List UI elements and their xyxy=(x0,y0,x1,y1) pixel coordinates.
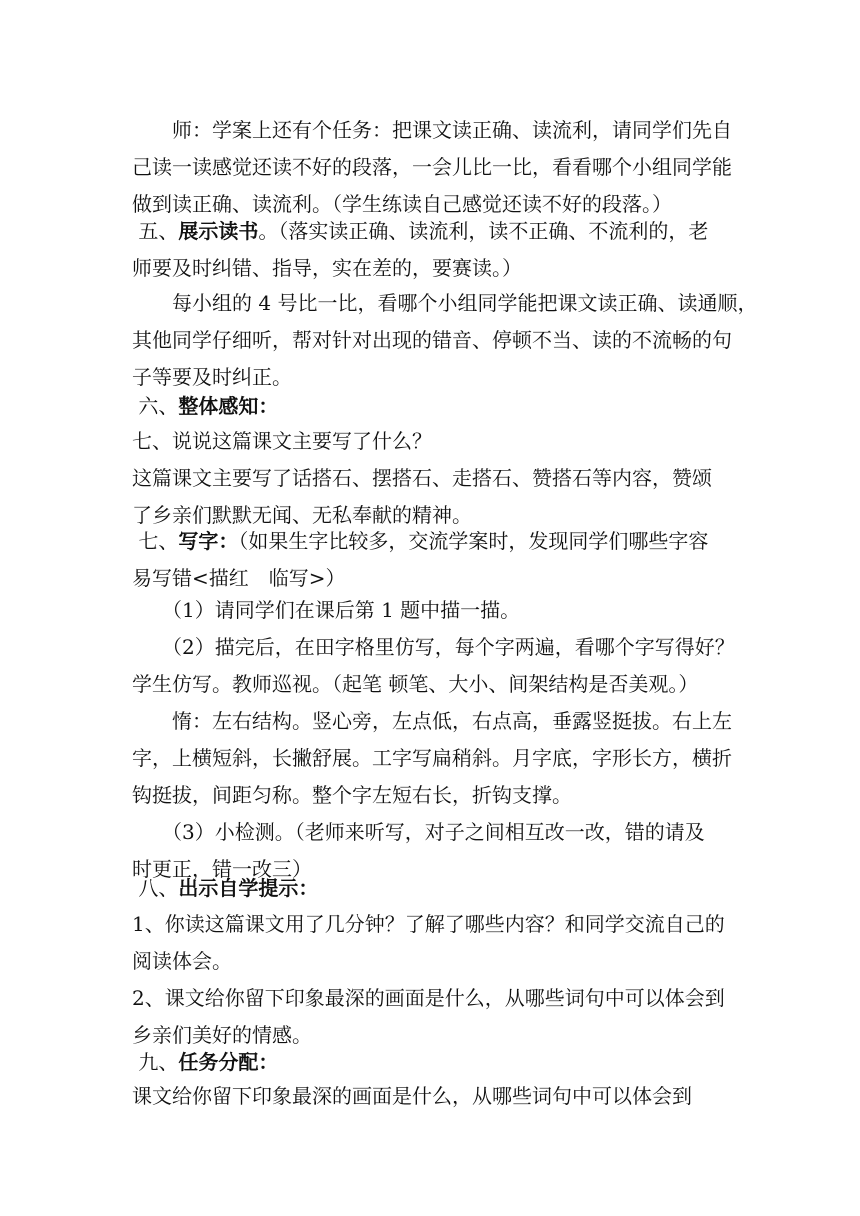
section-heading: 整体感知： xyxy=(178,394,279,418)
text-line: 子等要及时纠正。 xyxy=(132,365,292,389)
text-line: 这篇课文主要写了话搭石、摆搭石、走搭石、赞搭石等内容，赞颂 xyxy=(132,466,712,490)
text-line: （3）小检测。（老师来听写，对子之间相互改一改，错的请及 xyxy=(132,820,705,844)
text-line: 己读一读感觉还读不好的段落，一会儿比一比，看看哪个小组同学能 xyxy=(132,155,732,179)
section-six xyxy=(132,388,732,425)
text-line: 时更正，错一改三） xyxy=(132,857,312,881)
text-line: 师：学案上还有个任务：把课文读正确、读流利，请同学们先自 xyxy=(132,118,732,142)
section-eight xyxy=(132,870,732,907)
text-line: 1、你读这篇课文用了几分钟？了解了哪些内容？和同学交流自己的 xyxy=(132,912,725,936)
text-line: 学生仿写。教师巡视。（起笔 顿笔、大小、间架结构是否美观。） xyxy=(132,672,699,696)
section-heading: 写字： xyxy=(178,529,239,553)
section-number: 八、 xyxy=(138,876,179,900)
text-line: （2）描完后，在田字格里仿写，每个字两遍，看哪个字写得好？ xyxy=(132,635,735,659)
text-line: 师要及时纠错、指导，实在差的，要赛读。） xyxy=(132,256,522,280)
text-line: 2、课文给你留下印象最深的画面是什么，从哪些词句中可以体会到 xyxy=(132,986,725,1010)
paragraph-task-assignment xyxy=(132,1078,732,1115)
section-heading: 出示自学提示： xyxy=(178,876,319,900)
text-line: 钩挺拔，间距匀称。整个字左短右长，折钩支撑。 xyxy=(132,783,572,807)
section-number: 五、 xyxy=(138,219,179,243)
text-line xyxy=(132,213,732,250)
section-nine xyxy=(132,1044,732,1081)
text-line: 乡亲们美好的情感。 xyxy=(132,1023,312,1047)
text-line: 了乡亲们默默无闻、无私奉献的精神。 xyxy=(132,503,472,527)
section-writing xyxy=(132,523,732,597)
paragraph-group-reading xyxy=(132,285,758,396)
text-line xyxy=(132,1044,732,1081)
text-line xyxy=(132,388,732,425)
text-segment: 。（落实读正确、读流利，读不正确、不流利的，老 xyxy=(258,219,709,243)
text-line: 其他同学仔细听，帮对针对出现的错音、停顿不当、读的不流畅的句 xyxy=(132,328,732,352)
paragraph-summary xyxy=(132,423,732,534)
text-line: 七、说说这篇课文主要写了什么？ xyxy=(132,429,432,453)
text-line: （1）请同学们在课后第 1 题中描一描。 xyxy=(132,598,521,622)
text-line xyxy=(132,523,732,560)
section-number: 六、 xyxy=(138,394,179,418)
text-line: 阅读体会。 xyxy=(132,949,232,973)
text-segment: （如果生字比较多，交流学案时，发现同学们哪些字容 xyxy=(238,529,709,553)
text-line: 字，上横短斜，长撇舒展。工字写扁稍斜。月字底，字形长方，横折 xyxy=(132,746,732,770)
paragraph-writing-steps xyxy=(132,592,735,888)
section-heading: 展示读书 xyxy=(178,219,259,243)
section-number: 七、 xyxy=(138,529,179,553)
section-heading: 任务分配： xyxy=(178,1050,279,1074)
section-number: 九、 xyxy=(138,1050,179,1074)
text-line: 易写错<描红 临写>） xyxy=(132,566,346,590)
section-five xyxy=(132,213,732,287)
text-line: 惰：左右结构。竖心旁，左点低，右点高，垂露竖挺拔。右上左 xyxy=(132,709,732,733)
text-line: 每小组的 4 号比一比，看哪个小组同学能把课文读正确、读通顺， xyxy=(132,291,758,315)
paragraph-self-study-tips xyxy=(132,906,732,1054)
paragraph-teacher-task xyxy=(132,112,732,223)
text-line xyxy=(132,870,732,907)
text-line: 做到读正确、读流利。（学生练读自己感觉还读不好的段落。） xyxy=(132,192,672,216)
text-line: 课文给你留下印象最深的画面是什么，从哪些词句中可以体会到 xyxy=(132,1084,692,1108)
